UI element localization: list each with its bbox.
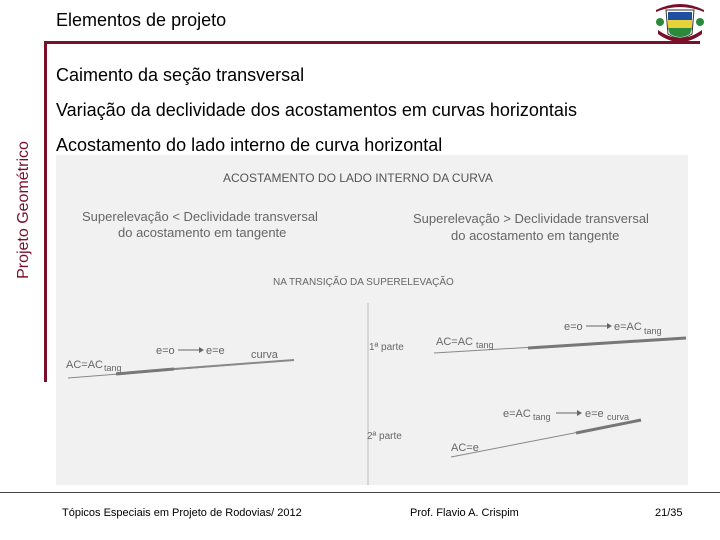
left-end-label: curva — [251, 349, 278, 361]
part2-top-b-sub: curva — [607, 412, 630, 422]
figure-title: ACOSTAMENTO DO LADO INTERNO DA CURVA — [223, 171, 493, 185]
part1-mid-label: e=o — [564, 321, 583, 333]
footer-page-number: 21/35 — [655, 507, 683, 519]
left-caption-line1: Superelevação < Declividade transversal — [82, 209, 318, 224]
left-mid-label: e=o — [156, 345, 175, 357]
part2-label: 2ª parte — [367, 431, 402, 442]
header-divider — [44, 41, 700, 44]
part1-label: 1ª parte — [369, 342, 404, 353]
slide-header-title: Elementos de projeto — [56, 10, 227, 30]
sidebar — [0, 42, 47, 382]
institution-logo — [652, 0, 708, 44]
part1-start-label: AC=AC — [436, 336, 473, 348]
part1-arrow-target-sub: tang — [644, 326, 662, 336]
right-caption-line1: Superelevação > Declividade transversal — [413, 211, 649, 226]
part2-top-b: e=e — [585, 408, 604, 420]
left-arrow-target: e=e — [206, 345, 225, 357]
left-start-label: AC=AC — [66, 359, 103, 371]
heading-subsection: Variação da declividade dos acostamentos em curvas horizontais — [56, 100, 577, 120]
right-caption-line2: do acostamento em tangente — [451, 228, 620, 243]
part1-start-sub: tang — [476, 340, 494, 350]
sidebar-divider — [44, 42, 47, 382]
cross-section-figure — [56, 155, 688, 485]
footer-course: Tópicos Especiais em Projeto de Rodovias/ 2012 — [62, 507, 302, 519]
part2-bottom: AC=e — [451, 442, 479, 454]
left-caption-line2: do acostamento em tangente — [118, 225, 287, 240]
footer-author: Prof. Flavio A. Crispim — [410, 507, 519, 519]
sidebar-label: Projeto Geométrico — [15, 141, 32, 279]
heading-topic: Acostamento do lado interno de curva horizontal — [56, 135, 443, 155]
transition-label: NA TRANSIÇÃO DA SUPERELEVAÇÃO — [273, 277, 454, 288]
heading-section: Caimento da seção transversal — [56, 65, 305, 85]
left-start-sub: tang — [104, 363, 122, 373]
part2-top-a: e=AC — [503, 408, 531, 420]
part2-top-a-sub: tang — [533, 412, 551, 422]
part1-arrow-target: e=AC — [614, 321, 642, 333]
footer-divider — [0, 492, 720, 493]
